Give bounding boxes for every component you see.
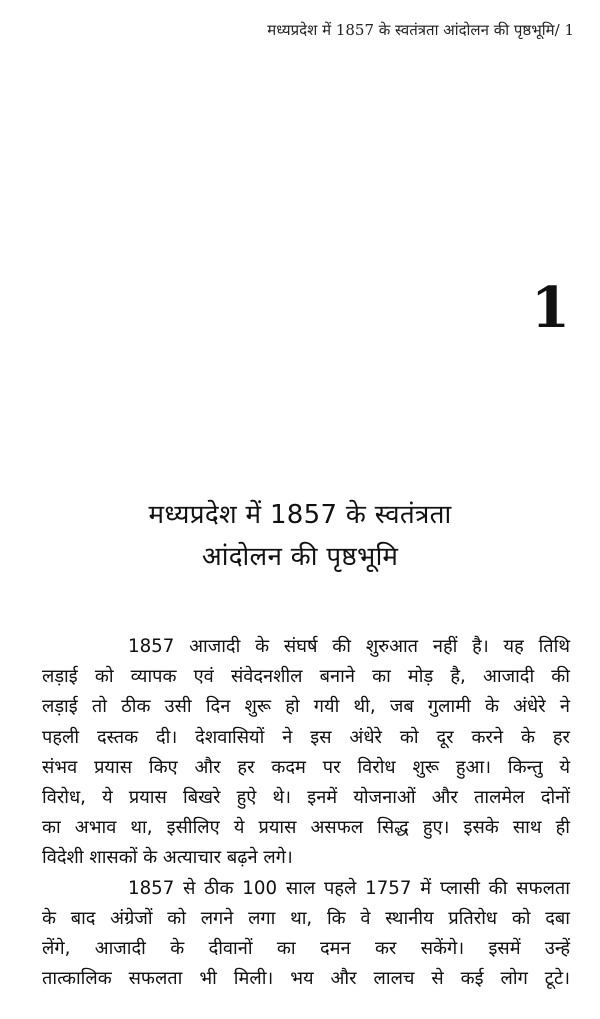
body-text: [42, 632, 570, 994]
chapter-number: 1: [531, 275, 570, 341]
text-line: 1857 आजादी के संघर्ष की शुरुआत नहीं है। यह तिथि: [128, 636, 570, 657]
text-line: पहली दस्तक दी। देशवासियों ने इस अंधेरे को दूर करने के हर: [42, 726, 570, 748]
text-line: लड़ाई तो ठीक उसी दिन शुरू हो गयी थी, जब गुलामी के अंधेरे ने: [42, 696, 570, 718]
text-line: तात्कालिक सफलता भी मिली। भय और लालच से कई लोग टूटे।: [42, 968, 570, 990]
text-line: का अभाव था, इसीलिए ये प्रयास असफल सिद्ध हुए। इसके साथ ही: [42, 817, 570, 839]
text-line: 1857 से ठीक 100 साल पहले 1757 में प्लासी की सफलता: [128, 877, 570, 899]
text-line: विरोध, ये प्रयास बिखरे हुऐ थे। इनमें योजनाओं और तालमेल दोनों: [42, 787, 570, 809]
chapter-title-line-1: मध्यप्रदेश में 1857 के स्वतंत्रता: [148, 500, 452, 530]
text-line: लड़ाई को व्यापक एवं संवेदनशील बनाने का मोड़ है, आजादी की: [42, 666, 570, 688]
paragraph-1: [42, 632, 570, 874]
chapter-title-line-2: आंदोलन की पृष्ठभूमि: [201, 542, 399, 572]
text-line: लेंगे, आजादी के दीवानों का दमन कर सकेंगे। इसमें उन्हें: [42, 938, 570, 960]
text-line: संभव प्रयास किए और हर कदम पर विरोध शुरू हुआ। किन्तु ये: [42, 756, 570, 778]
chapter-title: [40, 494, 560, 578]
paragraph-2: [42, 874, 570, 995]
text-line: के बाद अंग्रेजों को लगने लगा था, कि वे स्थानीय प्रतिरोध को दबा: [42, 907, 570, 929]
text-line: विदेशी शासकों के अत्याचार बढ़ने लगे।: [42, 847, 293, 869]
running-head: मध्यप्रदेश में 1857 के स्वतंत्रता आंदोलन की पृष्ठभूमि/ 1: [267, 21, 574, 39]
